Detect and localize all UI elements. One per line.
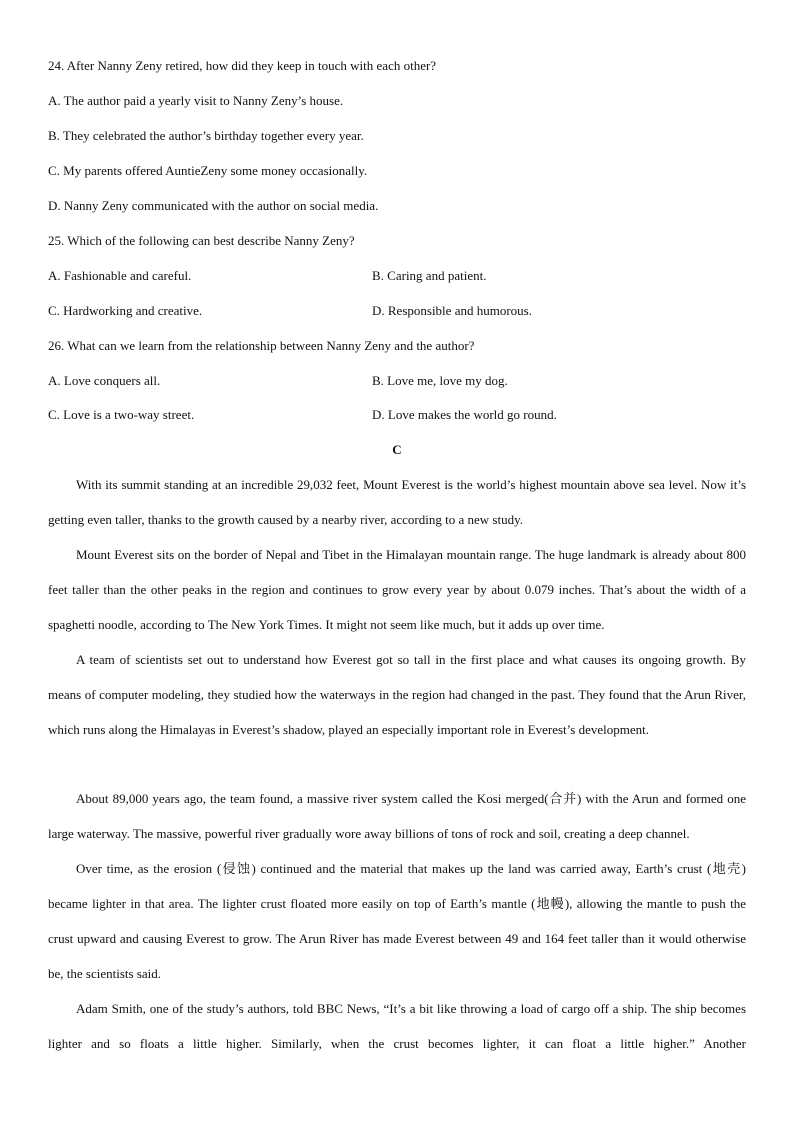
passage-paragraph-4: About 89,000 years ago, the team found, a massive river system called the Kosi merged(合并) with the Arun and formed one large waterway. The massive, powerful river gradually wore away billions of tons of rock and soil, creating a deep channel. xyxy=(48,791,746,841)
question-26-option-a: A. Love conquers all. xyxy=(48,373,161,388)
question-25-option-d: D. Responsible and humorous. xyxy=(372,303,532,318)
question-24-option-b: B. They celebrated the author’s birthday together every year. xyxy=(48,128,364,143)
question-24-option-c: C. My parents offered AuntieZeny some money occasionally. xyxy=(48,163,368,178)
passage-paragraph-6: Adam Smith, one of the study’s authors, told BBC News, “It’s a bit like throwing a load of cargo off a ship. The ship becomes lighter and so floats a little higher. Similarly, when the crust becomes lighter, it can float a little higher.” Another xyxy=(48,1001,746,1051)
section-heading: C xyxy=(392,442,402,457)
passage-paragraph-3: A team of scientists set out to understand how Everest got so tall in the first place and what causes its ongoing growth. By means of computer modeling, they studied how the waterways in the region had changed in the past. They found that the Arun River, which runs along the Himalayas in Everest’s shadow, played an especially important role in Everest’s development. xyxy=(48,652,746,737)
question-26-stem: 26. What can we learn from the relationship between Nanny Zeny and the author? xyxy=(48,338,475,353)
question-25-option-a: A. Fashionable and careful. xyxy=(48,268,192,283)
passage-paragraph-2: Mount Everest sits on the border of Nepal and Tibet in the Himalayan mountain range. The huge landmark is already about 800 feet taller than the other peaks in the region and continues to grow every year by about 0.079 inches. That’s about the width of a spaghetti noodle, according to The New York Times. It might not seem like much, but it adds up over time. xyxy=(48,547,746,632)
question-24-stem: 24. After Nanny Zeny retired, how did they keep in touch with each other? xyxy=(48,58,437,73)
question-26-option-b: B. Love me, love my dog. xyxy=(372,373,508,388)
passage-paragraph-5: Over time, as the erosion (侵蚀) continued and the material that makes up the land was carried away, Earth’s crust (地壳) became lighter in that area. The lighter crust floated more easily on top of Earth’s mantle (地幔), allowing the mantle to push the crust upward and causing Everest to grow. The Arun River has made Everest between 49 and 164 feet taller than it would otherwise be, the scientists said. xyxy=(48,861,746,981)
question-25-option-b: B. Caring and patient. xyxy=(372,268,487,283)
question-26-option-d: D. Love makes the world go round. xyxy=(372,407,557,422)
question-26-option-c: C. Love is a two-way street. xyxy=(48,407,195,422)
question-25-stem: 25. Which of the following can best describe Nanny Zeny? xyxy=(48,233,355,248)
question-24-option-d: D. Nanny Zeny communicated with the author on social media. xyxy=(48,198,379,213)
passage-paragraph-1: With its summit standing at an incredible 29,032 feet, Mount Everest is the world’s highest mountain above sea level. Now it’s getting even taller, thanks to the growth caused by a nearby river, according to a new study. xyxy=(48,477,746,527)
question-24-option-a: A. The author paid a yearly visit to Nanny Zeny’s house. xyxy=(48,93,344,108)
question-25-option-c: C. Hardworking and creative. xyxy=(48,303,203,318)
